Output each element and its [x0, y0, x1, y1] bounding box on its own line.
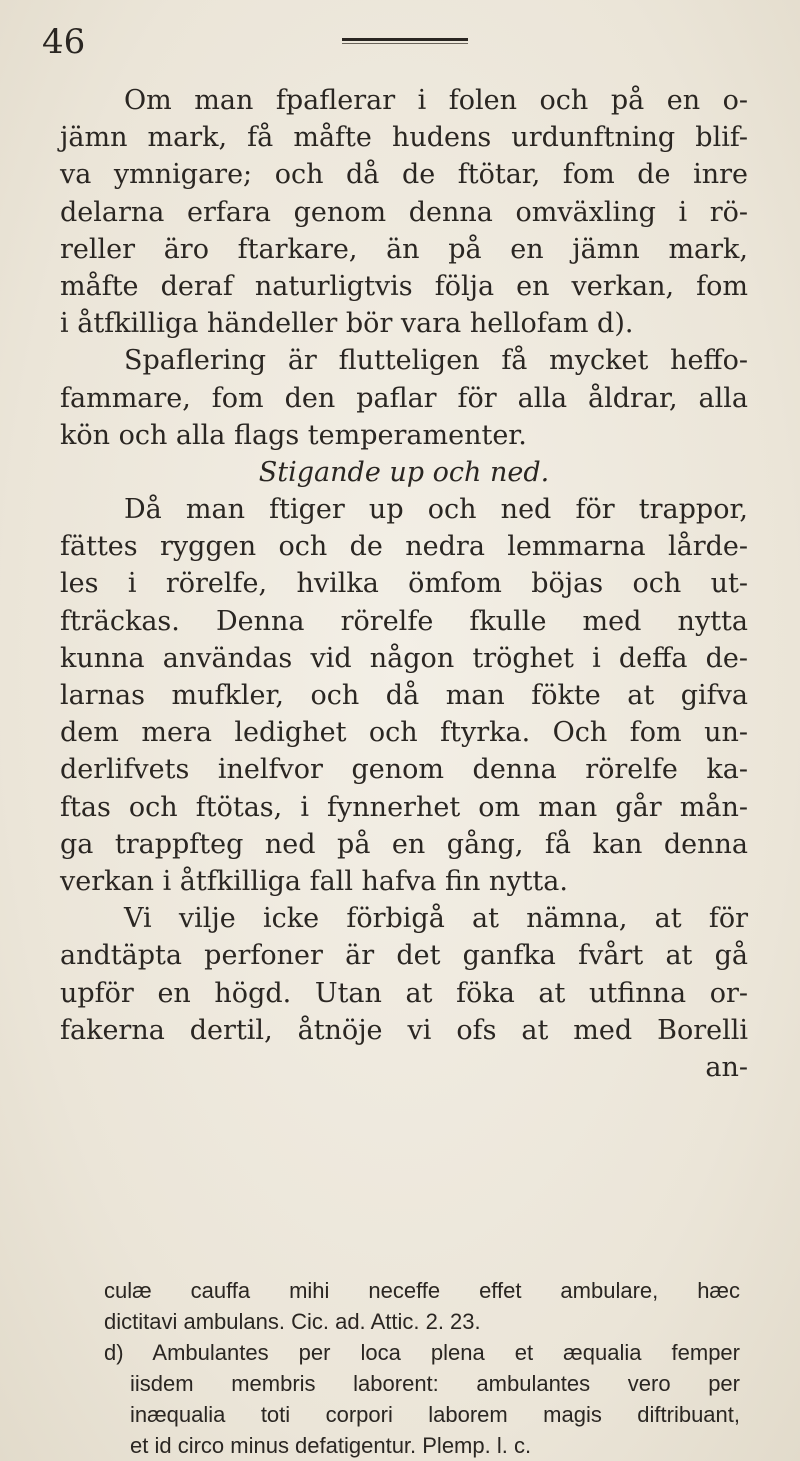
- text-line: les i rörelfe, hvilka ömfom böjas och ut-: [60, 568, 748, 600]
- text-line: kunna användas vid någon tröghet i deffa de-: [60, 642, 748, 674]
- footnote-line: iisdem membris laborent: ambulantes vero per: [130, 1371, 740, 1396]
- text-line: ga trappfteg ned på en gång, få kan denna: [60, 828, 748, 860]
- text-line: upför en högd. Utan at föka at utfinna or-: [60, 977, 748, 1009]
- text-line: ftas och ftötas, i fynnerhet om man går mån-: [60, 791, 748, 823]
- footnote-line: culæ cauffa mihi neceffe effet ambulare, hæc: [104, 1278, 740, 1303]
- text-line: Spaflering är flutteligen få mycket heffo-: [124, 345, 748, 377]
- text-line: fträckas. Denna rörelfe fkulle med nytta: [60, 605, 748, 637]
- text-line: fakerna dertil, åtnöje vi ofs at med Borelli: [60, 1014, 748, 1046]
- footnote-line: d) Ambulantes per loca plena et æqualia femper: [104, 1340, 740, 1365]
- text-line: va ymnigare; och då de ftötar, fom de inre: [60, 159, 748, 191]
- footnote-line: et id circo minus defatigentur. Plemp. l. c.: [130, 1433, 532, 1458]
- text-line: jämn mark, få måfte hudens urdunftning blif-: [60, 122, 748, 154]
- text-line: delarna erfara genom denna omväxling i rö-: [60, 196, 748, 228]
- text-line: måfte deraf naturligtvis följa en verkan, fom: [60, 270, 748, 302]
- catchword: an-: [705, 1051, 748, 1083]
- text-line: Vi vilje icke förbigå at nämna, at för: [124, 903, 748, 935]
- text-line: larnas mufkler, och då man fökte at gifva: [60, 680, 748, 711]
- footnote-line: inæqualia toti corpori laborem magis diftribuant,: [130, 1402, 740, 1427]
- text-line: kön och alla flags temperamenter.: [60, 419, 527, 451]
- text-line: Om man fpaflerar i folen och på en o-: [124, 85, 748, 116]
- text-line: andtäpta perfoner är det ganfka fvårt at gå: [60, 940, 748, 972]
- header-rule: [342, 38, 468, 45]
- page-number: 46: [42, 22, 86, 62]
- text-line: i åtfkilliga händeller bör vara hellofam d).: [60, 308, 634, 340]
- text-line: fättes ryggen och de nedra lemmarna lårde-: [60, 531, 748, 563]
- text-line: reller äro ftarkare, än på en jämn mark,: [60, 233, 748, 265]
- text-line: Då man ftiger up och ned för trappor,: [124, 494, 748, 526]
- body-text: [60, 82, 748, 1086]
- footnote-line: dictitavi ambulans. Cic. ad. Attic. 2. 23.: [104, 1309, 481, 1334]
- footnotes: [104, 1275, 740, 1461]
- section-heading: Stigande up och ned.: [258, 456, 550, 488]
- text-line: dem mera ledighet och ftyrka. Och fom un-: [60, 717, 748, 749]
- text-line: derlifvets inelfvor genom denna rörelfe ka-: [60, 754, 748, 786]
- text-line: verkan i åtfkilliga fall hafva fin nytta.: [60, 865, 568, 897]
- text-line: fammare, fom den paflar för alla åldrar, alla: [60, 382, 748, 414]
